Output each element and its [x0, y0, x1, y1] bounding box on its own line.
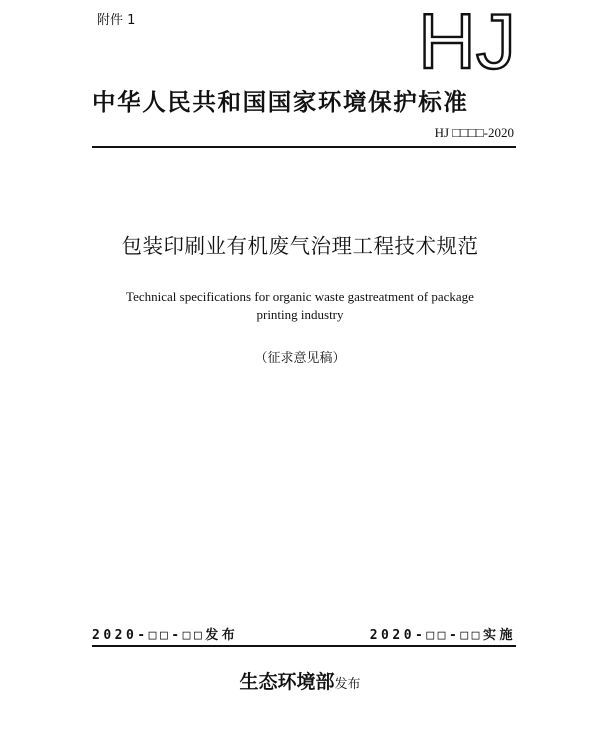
- footer-divider: [92, 645, 516, 647]
- issue-date: 2020-□□-□□发布: [92, 628, 239, 643]
- header-divider: [92, 146, 516, 148]
- publisher-verb: 发布: [334, 677, 361, 692]
- hj-logo: [418, 4, 516, 74]
- standard-category: 中华人民共和国国家环境保护标准: [92, 88, 469, 116]
- draft-status: （征求意见稿）: [254, 351, 346, 366]
- document-title-en-line-2: printing industry: [256, 307, 344, 322]
- effective-date: 2020-□□-□□实施: [369, 628, 516, 643]
- document-title-en: [0, 288, 600, 324]
- standard-number: HJ □□□□-2020: [434, 125, 514, 140]
- publisher: [0, 667, 600, 694]
- document-title-cn: 包装印刷业有机废气治理工程技术规范: [121, 234, 479, 258]
- hj-logo-text: HJ: [418, 4, 516, 74]
- publisher-org: 生态环境部: [239, 671, 335, 693]
- annex-label: 附件 1: [97, 13, 136, 28]
- document-title-en-line-1: Technical specifications for organic waste gastreatment of package: [126, 289, 474, 304]
